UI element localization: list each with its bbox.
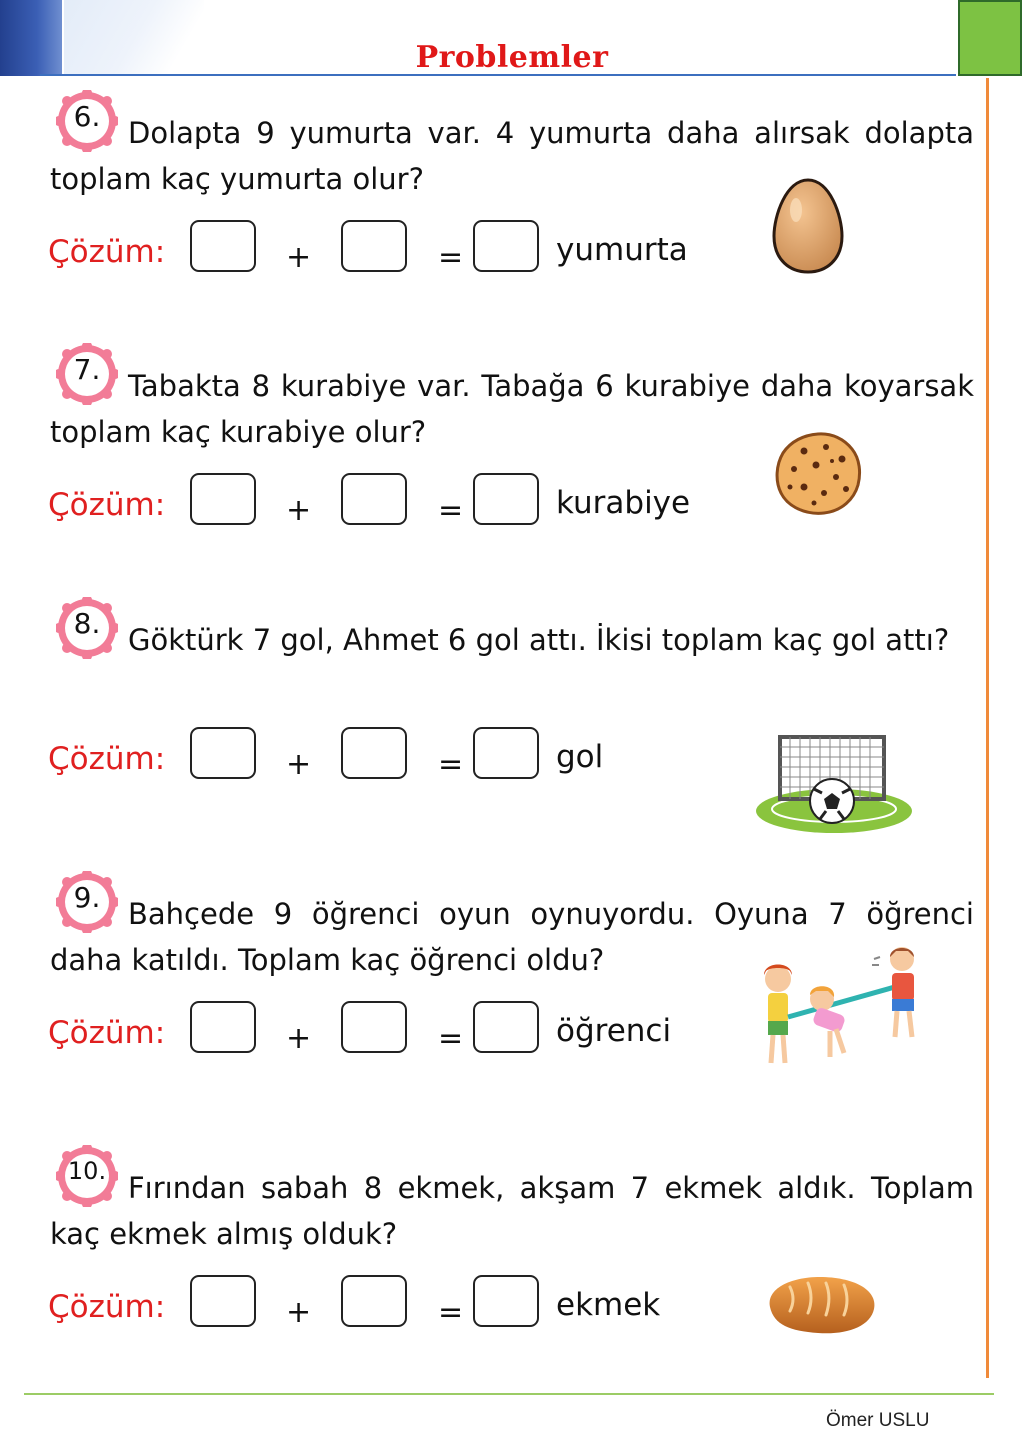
answer-box-first-addend[interactable] xyxy=(190,1275,256,1327)
unit-label: yumurta xyxy=(556,232,688,268)
answer-box-second-addend[interactable] xyxy=(341,473,407,525)
equals-sign: = xyxy=(438,240,464,275)
solution-row xyxy=(48,727,748,797)
unit-label: kurabiye xyxy=(556,485,691,521)
answer-box-second-addend[interactable] xyxy=(341,1001,407,1053)
problem-9 xyxy=(48,871,974,1101)
equals-sign: = xyxy=(438,1295,464,1330)
unit-label: gol xyxy=(556,739,604,775)
solution-row xyxy=(48,1001,748,1071)
problem-number: 10. xyxy=(67,1157,107,1185)
answer-box-first-addend[interactable] xyxy=(190,220,256,272)
solution-label: Çözüm: xyxy=(48,741,166,777)
problem-number: 8. xyxy=(73,607,101,640)
soccer-goal-icon xyxy=(754,731,914,835)
solution-label: Çözüm: xyxy=(48,234,166,270)
author-name: Ömer USLU xyxy=(826,1410,930,1431)
question-text: Tabakta 8 kurabiye var. Tabağa 6 kurabiye daha koyarsak toplam kaç kurabiye olur? xyxy=(50,369,974,449)
answer-box-first-addend[interactable] xyxy=(190,727,256,779)
answer-box-sum[interactable] xyxy=(473,727,539,779)
problem-number: 7. xyxy=(73,353,101,386)
answer-box-second-addend[interactable] xyxy=(341,220,407,272)
answer-box-sum[interactable] xyxy=(473,473,539,525)
egg-icon xyxy=(770,176,846,276)
unit-label: ekmek xyxy=(556,1287,661,1323)
plus-sign: + xyxy=(286,493,312,528)
solution-label: Çözüm: xyxy=(48,1015,166,1051)
problem-8 xyxy=(48,597,974,827)
page-title: Problemler xyxy=(415,40,609,75)
plus-sign: + xyxy=(286,747,312,782)
bread-icon xyxy=(760,1273,880,1337)
question-text: Fırından sabah 8 ekmek, akşam 7 ekmek aldık. Toplam kaç ekmek almış olduk? xyxy=(50,1171,974,1251)
equals-sign: = xyxy=(438,493,464,528)
answer-box-sum[interactable] xyxy=(473,1001,539,1053)
solution-row xyxy=(48,220,748,290)
solution-row xyxy=(48,473,748,543)
problem-7 xyxy=(48,343,974,573)
question-text: Göktürk 7 gol, Ahmet 6 gol attı. İkisi toplam kaç gol attı? xyxy=(128,623,950,657)
solution-label: Çözüm: xyxy=(48,1289,166,1325)
solution-row xyxy=(48,1275,748,1345)
unit-label: öğrenci xyxy=(556,1013,672,1049)
question-text: Dolapta 9 yumurta var. 4 yumurta daha alırsak dolapta toplam kaç yumurta olur? xyxy=(50,116,974,196)
footer-divider xyxy=(24,1393,994,1395)
answer-box-second-addend[interactable] xyxy=(341,727,407,779)
answer-box-second-addend[interactable] xyxy=(341,1275,407,1327)
problem-10 xyxy=(48,1145,974,1375)
answer-box-sum[interactable] xyxy=(473,220,539,272)
solution-label: Çözüm: xyxy=(48,487,166,523)
equals-sign: = xyxy=(438,747,464,782)
problem-number: 9. xyxy=(73,881,101,914)
problem-6 xyxy=(48,90,974,320)
plus-sign: + xyxy=(286,1021,312,1056)
answer-box-first-addend[interactable] xyxy=(190,1001,256,1053)
answer-box-first-addend[interactable] xyxy=(190,473,256,525)
plus-sign: + xyxy=(286,1295,312,1330)
answer-box-sum[interactable] xyxy=(473,1275,539,1327)
children-playing-icon xyxy=(752,945,926,1073)
right-margin-rule xyxy=(986,78,989,1378)
equals-sign: = xyxy=(438,1021,464,1056)
question-text: Bahçede 9 öğrenci oyun oynuyordu. Oyuna 7 öğrenci daha katıldı. Toplam kaç öğrenci oldu? xyxy=(50,897,974,977)
cookie-icon xyxy=(774,431,862,515)
plus-sign: + xyxy=(286,240,312,275)
problem-number: 6. xyxy=(73,100,101,133)
